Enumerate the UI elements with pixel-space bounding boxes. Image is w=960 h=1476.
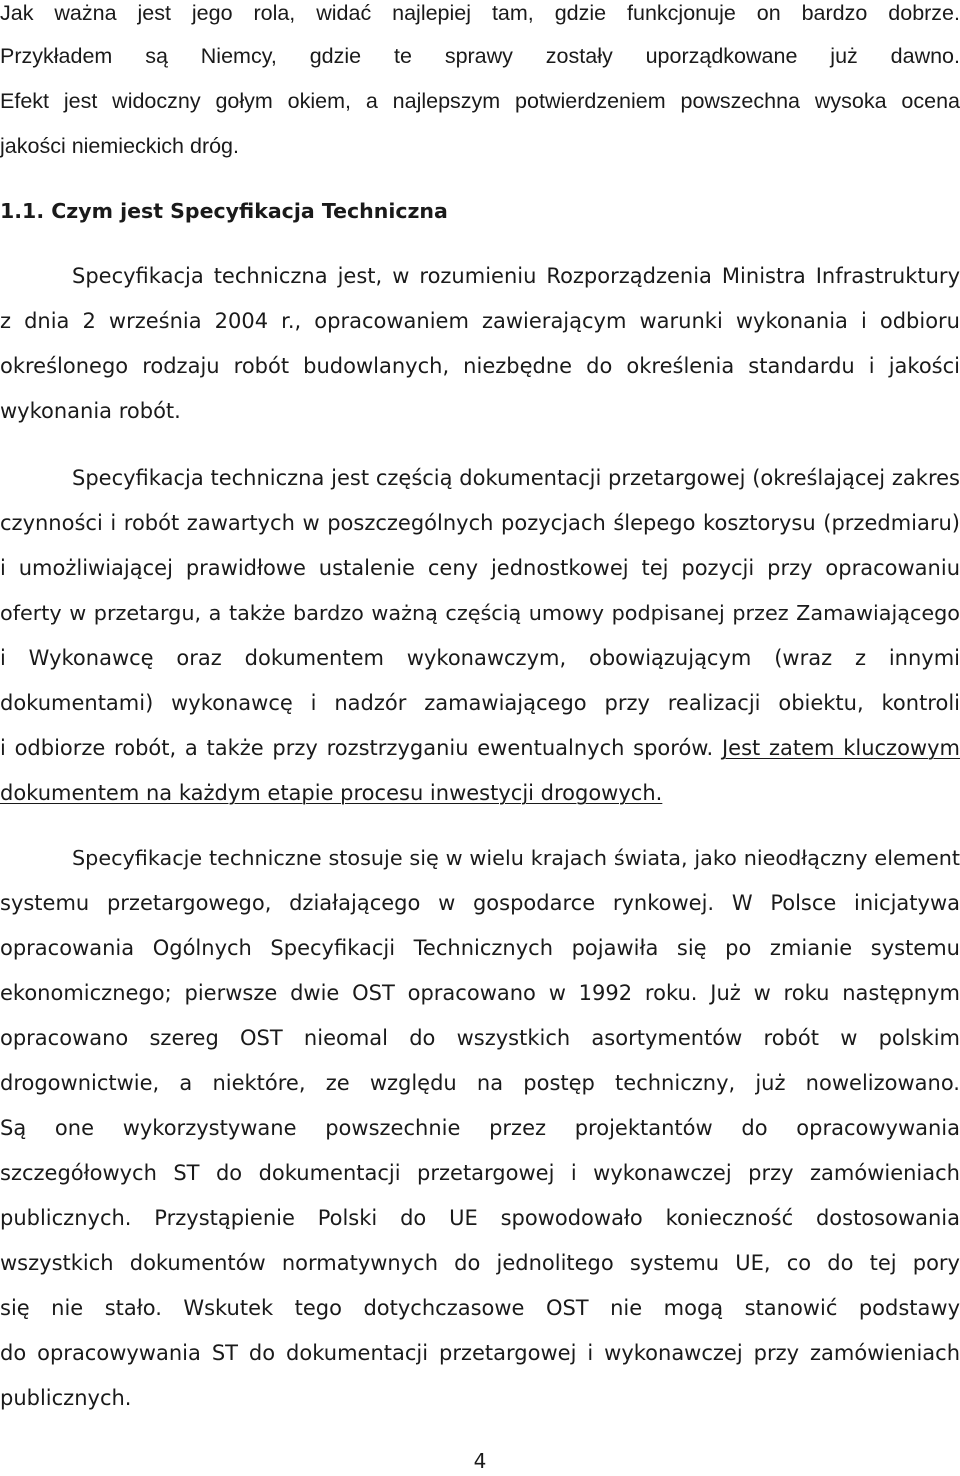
para2-line-7-text: i odbiorze robót, a także przy rozstrzyganiu ewentualnych sporów. (0, 736, 722, 760)
para2-line-3: i umożliwiającej prawidłowe ustalenie ceny jednostkowej tej pozycji przy opracowaniu (0, 556, 960, 580)
para2-line-5: i Wykonawcę oraz dokumentem wykonawczym, obowiązującym (wraz z innymi (0, 646, 960, 670)
para3-line-9: publicznych. Przystąpienie Polski do UE spowodowało konieczność dostosowania (0, 1206, 960, 1230)
para3-line-5: opracowano szereg OST nieomal do wszystkich asortymentów robót w polskim (0, 1026, 960, 1050)
para1-line-3: określonego rodzaju robót budowlanych, niezbędne do określenia standardu i jakości (0, 354, 960, 378)
para3-line-3: opracowania Ogólnych Specyfikacji Technicznych pojawiła się po zmianie systemu (0, 936, 960, 960)
para2-line-4: oferty w przetargu, a także bardzo ważną częścią umowy podpisanej przez Zamawiającego (0, 601, 960, 625)
intro-line-4: jakości niemieckich dróg. (0, 134, 239, 158)
para1-line-4: wykonania robót. (0, 399, 181, 423)
para3-line-12: do opracowywania ST do dokumentacji przetargowej i wykonawczej przy zamówieniach (0, 1341, 960, 1365)
para2-line-1: Specyfikacja techniczna jest częścią dokumentacji przetargowej (określającej zakres (72, 466, 960, 490)
para2-line-7 (0, 726, 960, 771)
para2-line-6: dokumentami) wykonawcę i nadzór zamawiającego przy realizacji obiektu, kontroli (0, 691, 960, 715)
para1-line-1: Specyfikacja techniczna jest, w rozumieniu Rozporządzenia Ministra Infrastruktury (72, 264, 960, 288)
para3-line-10: wszystkich dokumentów normatywnych do jednolitego systemu UE, co do tej pory (0, 1251, 960, 1275)
key-statement-part-2: dokumentem na każdym etapie procesu inwestycji drogowych. (0, 781, 663, 805)
para3-line-8: szczegółowych ST do dokumentacji przetargowej i wykonawczej przy zamówieniach (0, 1161, 960, 1185)
para2-line-2: czynności i robót zawartych w poszczególnych pozycjach ślepego kosztorysu (przedmiaru) (0, 511, 960, 535)
para3-line-4: ekonomicznego; pierwsze dwie OST opracowano w 1992 roku. Już w roku następnym (0, 981, 960, 1005)
intro-line-1: Jak ważna jest jego rola, widać najlepiej tam, gdzie funkcjonuje on bardzo dobrze. (0, 1, 960, 25)
key-statement-part-1: Jest zatem kluczowym (721, 736, 960, 760)
para2-line-8 (0, 771, 960, 816)
page-number: 4 (473, 1449, 487, 1473)
intro-line-3: Efekt jest widoczny gołym okiem, a najlepszym potwierdzeniem powszechna wysoka ocena (0, 89, 960, 113)
para3-line-2: systemu przetargowego, działającego w gospodarce rynkowej. W Polsce inicjatywa (0, 891, 960, 915)
para3-line-7: Są one wykorzystywane powszechnie przez projektantów do opracowywania (0, 1116, 960, 1140)
para3-line-1: Specyfikacje techniczne stosuje się w wielu krajach świata, jako nieodłączny element (72, 846, 960, 870)
para3-line-13: publicznych. (0, 1386, 132, 1410)
section-heading: 1.1. Czym jest Specyfikacja Techniczna (0, 199, 448, 223)
intro-line-2: Przykładem są Niemcy, gdzie te sprawy zostały uporządkowane już dawno. (0, 44, 960, 68)
para3-line-6: drogownictwie, a niektóre, ze względu na postęp techniczny, już nowelizowano. (0, 1071, 960, 1095)
para3-line-11: się nie stało. Wskutek tego dotychczasowe OST nie mogą stanowić podstawy (0, 1296, 960, 1320)
para1-line-2: z dnia 2 września 2004 r., opracowaniem zawierającym warunki wykonania i odbioru (0, 309, 960, 333)
